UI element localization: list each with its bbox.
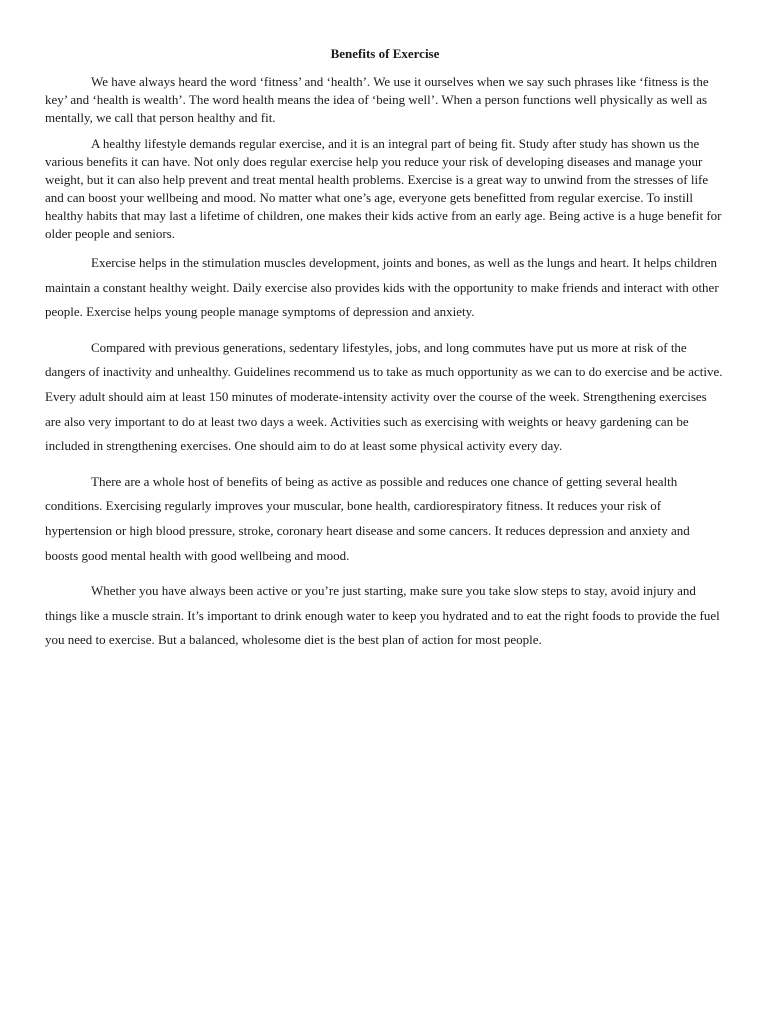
- document-page: [45, 45, 725, 653]
- paragraph-getting-started: Whether you have always been active or you’re just starting, make sure you take slow steps to stay, avoid injury and things like a muscle strain. It’s important to drink enough water to keep you hydrated and to eat the right foods to provide the fuel you need to exercise. But a balanced, wholesome diet is the best plan of action for most people.: [45, 583, 720, 648]
- paragraph-benefits-of-activity: There are a whole host of benefits of being as active as possible and reduces one chance of getting several health conditions. Exercising regularly improves your muscular, bone health, cardiorespiratory fitness. It reduces your risk of hypertension or high blood pressure, stroke, coronary heart disease and some cancers. It reduces depression and anxiety and boosts good mental health with good wellbeing and mood.: [45, 473, 690, 563]
- paragraph-fitness-health: We have always heard the word ‘fitness’ and ‘health’. We use it ourselves when we say such phrases like ‘fitness is the key’ and ‘health is wealth’. The word health means the idea of ‘being well’. When a person functions well physically as well as mentally, we call that person healthy and fit.: [45, 74, 709, 125]
- paragraph-sedentary-lifestyles: Compared with previous generations, sedentary lifestyles, jobs, and long commutes have put us more at risk of the dangers of inactivity and unhealthy. Guidelines recommend us to take as much opportunity as we can to do exercise and be active. Every adult should aim at least 150 minutes of moderate-intensity activity over the course of the week. Strengthening exercises are also very important to do at least two days a week. Activities such as exercising with weights or heavy gardening can be included in strengthening exercises. One should aim to do at least some physical activity every day.: [45, 339, 723, 454]
- paragraph-healthy-lifestyle: A healthy lifestyle demands regular exercise, and it is an integral part of being fit. Study after study has shown us the various benefits it can have. Not only does regular exercise help you reduce your risk of developing diseases and manage your weight, but it can also help prevent and treat mental health problems. Exercise is a great way to unwind from the stresses of life and can boost your wellbeing and mood. No matter what one’s age, everyone gets benefitted from regular exercise. To instill healthy habits that may last a lifetime of children, one makes their kids active from an early age. Being active is a huge benefit for older people and seniors.: [45, 136, 722, 241]
- document-title: Benefits of Exercise: [330, 46, 440, 61]
- paragraph-exercise-development: Exercise helps in the stimulation muscles development, joints and bones, as well as the lungs and heart. It helps children maintain a constant healthy weight. Daily exercise also provides kids with the opportunity to make friends and interact with other people. Exercise helps young people manage symptoms of depression and anxiety.: [45, 255, 719, 320]
